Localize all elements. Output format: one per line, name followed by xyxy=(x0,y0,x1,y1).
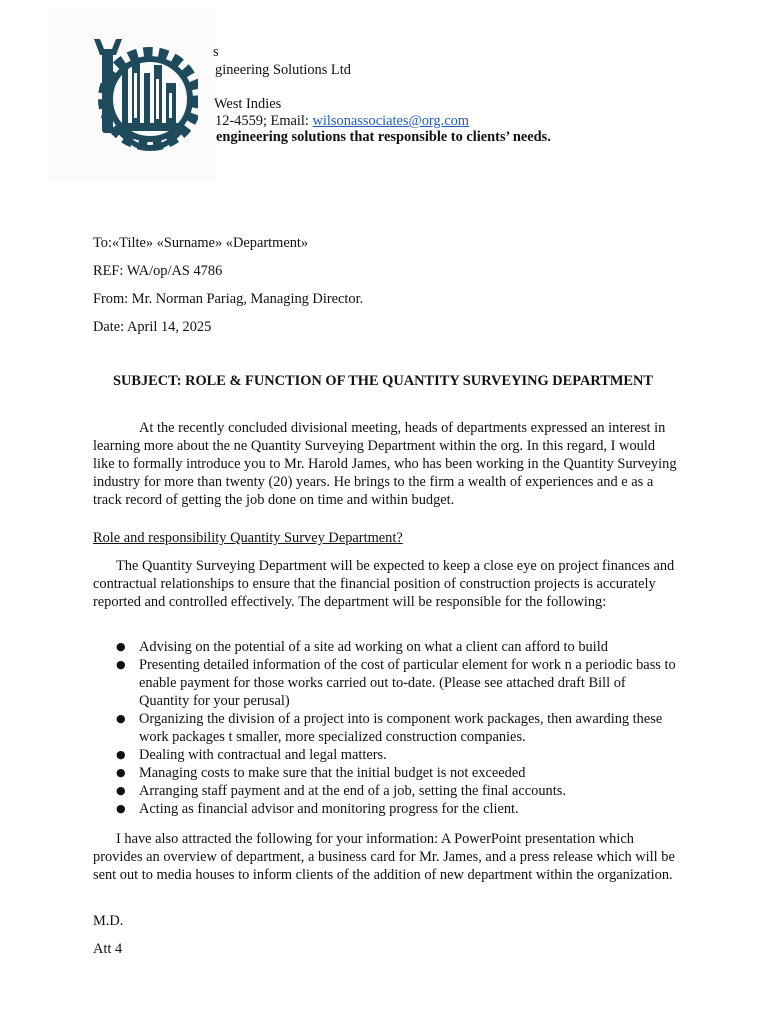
letterhead xyxy=(0,0,768,200)
list-item-text: Advising on the potential of a site ad working on what a client can afford to build xyxy=(139,639,608,655)
list-item-text: Managing costs to make sure that the initial budget is not exceeded xyxy=(139,765,526,781)
list-item xyxy=(93,710,678,746)
email-link[interactable]: wilsonassociates@org.com xyxy=(312,113,470,129)
bullet-icon: ● xyxy=(116,640,126,653)
bullet-icon: ● xyxy=(116,712,126,725)
list-item xyxy=(93,764,678,782)
list-item-text: Presenting detailed information of the cost of particular element for work n a periodic bass to enable payment for those works carried out to-date. (Please see attached draft Bill of Quantity for your perusal) xyxy=(139,657,676,709)
list-item-text: Dealing with contractual and legal matters. xyxy=(139,747,387,763)
bullet-icon: ● xyxy=(116,802,126,815)
section-paragraph: The Quantity Surveying Department will be expected to keep a close eye on project finances and contractual relationships to ensure that the financial position of construction projects is accurately reported and controlled effectively. The department will be responsible for the following: xyxy=(93,558,675,610)
bullet-icon: ● xyxy=(116,748,126,761)
section-heading: Role and responsibility Quantity Survey Department? xyxy=(93,530,403,546)
list-item xyxy=(93,638,678,656)
responsibilities-list xyxy=(93,638,678,818)
letterhead-line-1: s xyxy=(213,44,219,60)
signature: M.D. xyxy=(93,913,124,929)
ref-line: REF: WA/op/AS 4786 xyxy=(93,263,223,279)
date-line: Date: April 14, 2025 xyxy=(93,319,212,335)
subject-heading: SUBJECT: ROLE & FUNCTION OF THE QUANTITY SURVEYING DEPARTMENT xyxy=(112,373,654,389)
company-location: West Indies xyxy=(214,96,282,112)
to-line: To:«Tilte» «Surname» «Department» xyxy=(93,235,309,251)
list-item xyxy=(93,800,678,818)
list-item-text: Organizing the division of a project into is component work packages, then awarding these work packages t smaller, more specialized construction companies. xyxy=(139,711,663,745)
bullet-icon: ● xyxy=(116,766,126,779)
intro-paragraph: At the recently concluded divisional meeting, heads of departments expressed an interest in learning more about the ne Quantity Surveying Department within the org. In this regard, I would like to formally introduce you to Mr. Harold James, who has been working in the Quantity Surveying industry for more than twenty (20) years. He brings to the firm a wealth of experiences and e as a track record of getting the job done on time and within budget. xyxy=(93,420,677,508)
list-item xyxy=(93,746,678,764)
list-item-text: Acting as financial advisor and monitoring progress for the client. xyxy=(139,801,519,817)
bullet-icon: ● xyxy=(116,658,126,671)
from-line: From: Mr. Norman Pariag, Managing Director. xyxy=(93,291,364,307)
closing-paragraph: I have also attracted the following for your information: A PowerPoint presentation which provides an overview of department, a business card for Mr. James, and a press release which will be sent out to media houses to inform clients of the addition of new department within the organization. xyxy=(93,831,675,883)
list-item xyxy=(93,656,678,710)
company-tagline: engineering solutions that responsible to clients’ needs. xyxy=(216,129,551,145)
attachments-note: Att 4 xyxy=(93,941,123,957)
company-name: gineering Solutions Ltd xyxy=(215,62,351,78)
bullet-icon: ● xyxy=(116,784,126,797)
phone-fragment: 12-4559; Email: xyxy=(215,113,313,129)
list-item xyxy=(93,782,678,800)
list-item-text: Arranging staff payment and at the end of a job, setting the final accounts. xyxy=(139,783,566,799)
